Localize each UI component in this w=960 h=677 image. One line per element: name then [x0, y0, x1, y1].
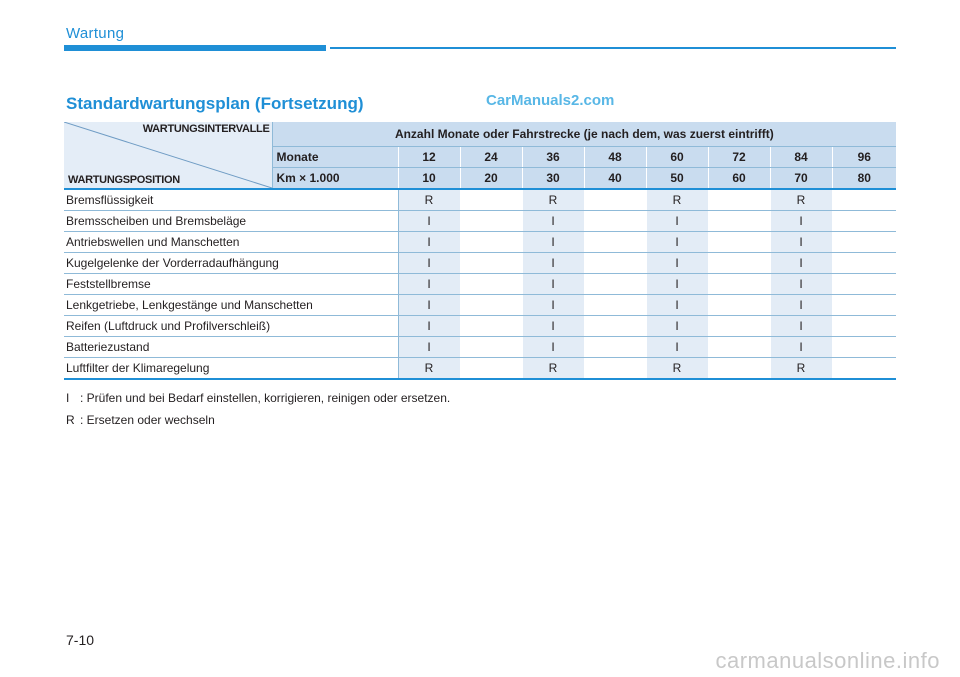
table-row [64, 189, 896, 211]
item-value: R [398, 189, 460, 211]
item-value: I [398, 337, 460, 358]
item-label: Reifen (Luftdruck und Profilverschleiß) [64, 316, 398, 337]
table-row [64, 232, 896, 253]
km-value: 80 [832, 168, 896, 190]
item-value: I [770, 274, 832, 295]
item-value [708, 316, 770, 337]
watermark-top: CarManuals2.com [486, 92, 615, 109]
item-value [832, 211, 896, 232]
item-value: R [770, 189, 832, 211]
item-value: I [398, 211, 460, 232]
maintenance-table [64, 122, 896, 380]
table-row [64, 295, 896, 316]
item-value: I [522, 274, 584, 295]
item-label: Batteriezustand [64, 337, 398, 358]
item-value: R [646, 189, 708, 211]
item-value: I [398, 295, 460, 316]
item-value [584, 358, 646, 380]
item-label: Bremsflüssigkeit [64, 189, 398, 211]
item-value [832, 337, 896, 358]
item-value [460, 295, 522, 316]
item-value [708, 295, 770, 316]
item-value [832, 316, 896, 337]
item-label: Lenkgetriebe, Lenkgestänge und Manschetten [64, 295, 398, 316]
item-value [460, 232, 522, 253]
item-label: Kugelgelenke der Vorderradaufhängung [64, 253, 398, 274]
legend-key: I [66, 391, 70, 405]
item-value: I [398, 316, 460, 337]
item-value: I [646, 316, 708, 337]
km-value: 60 [708, 168, 770, 190]
km-value: 40 [584, 168, 646, 190]
item-value: I [770, 295, 832, 316]
item-value [584, 253, 646, 274]
item-value: I [770, 337, 832, 358]
legend-item-replace [66, 413, 215, 427]
table-row [64, 337, 896, 358]
item-value [460, 211, 522, 232]
months-label: Monate [272, 147, 398, 168]
months-value: 96 [832, 147, 896, 168]
item-value [584, 337, 646, 358]
item-value: R [398, 358, 460, 380]
months-value: 72 [708, 147, 770, 168]
item-value [584, 316, 646, 337]
item-value [460, 316, 522, 337]
table-row [64, 316, 896, 337]
months-value: 48 [584, 147, 646, 168]
item-value: I [398, 253, 460, 274]
item-value [708, 337, 770, 358]
km-value: 20 [460, 168, 522, 190]
item-value: I [646, 337, 708, 358]
item-value [460, 358, 522, 380]
item-value [832, 358, 896, 380]
item-value [708, 189, 770, 211]
item-value [832, 253, 896, 274]
item-value: I [646, 232, 708, 253]
item-value [460, 253, 522, 274]
item-value: R [522, 358, 584, 380]
legend-text: : Ersetzen oder wechseln [80, 413, 215, 427]
item-value [584, 295, 646, 316]
item-value: I [522, 295, 584, 316]
header-rule-thin [330, 47, 896, 49]
km-value: 10 [398, 168, 460, 190]
header-rule-thick [64, 45, 326, 51]
item-value: R [522, 189, 584, 211]
months-value: 36 [522, 147, 584, 168]
legend-text: : Prüfen und bei Bedarf einstellen, korrigieren, reinigen oder ersetzen. [80, 391, 451, 405]
item-value [460, 337, 522, 358]
item-value: I [646, 295, 708, 316]
section-title: Wartung [66, 25, 125, 42]
watermark-bottom: carmanualsonline.info [715, 648, 940, 673]
item-value [832, 189, 896, 211]
item-value [832, 232, 896, 253]
km-value: 50 [646, 168, 708, 190]
item-value [584, 274, 646, 295]
item-value [584, 232, 646, 253]
km-value: 30 [522, 168, 584, 190]
item-label: Feststellbremse [64, 274, 398, 295]
item-value [584, 211, 646, 232]
months-value: 24 [460, 147, 522, 168]
span-header: Anzahl Monate oder Fahrstrecke (je nach dem, was zuerst eintrifft) [272, 122, 896, 147]
item-label: Antriebswellen und Manschetten [64, 232, 398, 253]
months-value: 84 [770, 147, 832, 168]
km-label: Km × 1.000 [272, 168, 398, 190]
item-label: Bremsscheiben und Bremsbeläge [64, 211, 398, 232]
item-value: I [398, 232, 460, 253]
item-value: I [770, 232, 832, 253]
item-value: I [398, 274, 460, 295]
page-number: 7-10 [66, 632, 95, 648]
item-value: I [770, 316, 832, 337]
item-value: I [770, 253, 832, 274]
item-value: I [646, 274, 708, 295]
item-label: Luftfilter der Klimaregelung [64, 358, 398, 380]
item-value: I [770, 211, 832, 232]
item-value [460, 189, 522, 211]
header-row-span [64, 122, 896, 147]
item-value [584, 189, 646, 211]
item-value: I [522, 232, 584, 253]
legend-item-inspect [66, 391, 450, 405]
item-value [832, 274, 896, 295]
item-value [708, 358, 770, 380]
item-value [708, 253, 770, 274]
item-value: I [522, 316, 584, 337]
corner-cell [64, 122, 272, 189]
months-value: 60 [646, 147, 708, 168]
legend-key: R [66, 413, 75, 427]
item-value: I [522, 211, 584, 232]
table-row [64, 274, 896, 295]
item-value: I [646, 253, 708, 274]
item-value [708, 211, 770, 232]
table-row [64, 211, 896, 232]
table-row [64, 253, 896, 274]
item-value: R [770, 358, 832, 380]
item-value [832, 295, 896, 316]
item-value: I [522, 337, 584, 358]
item-value: I [646, 211, 708, 232]
item-value: R [646, 358, 708, 380]
page-heading: Standardwartungsplan (Fortsetzung) [66, 94, 364, 113]
corner-label-intervals: WARTUNGSINTERVALLE [142, 123, 270, 135]
item-value [708, 232, 770, 253]
corner-label-positions: WARTUNGSPOSITION [68, 174, 180, 186]
km-value: 70 [770, 168, 832, 190]
months-value: 12 [398, 147, 460, 168]
item-value [708, 274, 770, 295]
table-row [64, 358, 896, 380]
item-value [460, 274, 522, 295]
item-value: I [522, 253, 584, 274]
